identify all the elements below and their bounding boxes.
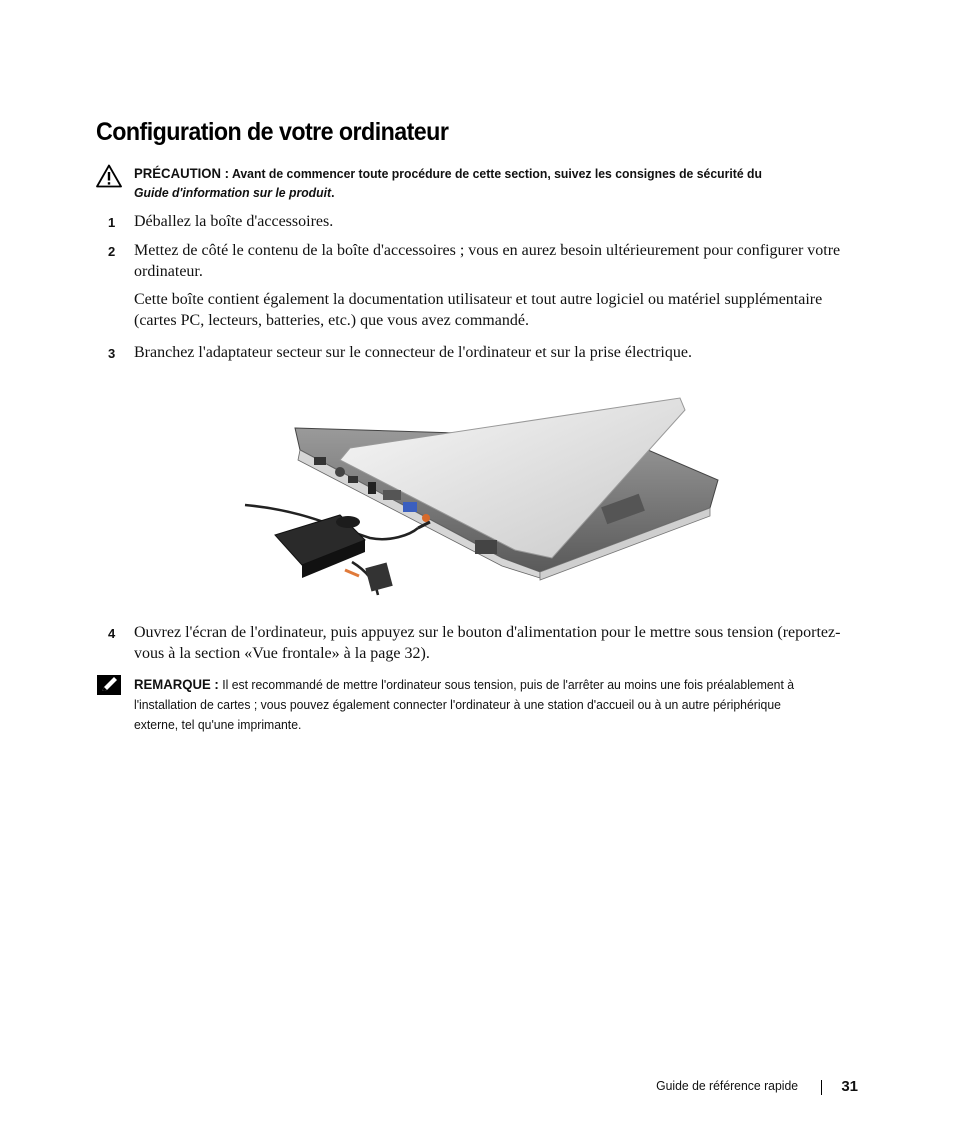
step-text: Déballez la boîte d'accessoires. bbox=[134, 213, 334, 230]
caution-line1: Avant de commencer toute procédure de cette section, suivez les consignes de sécurité du bbox=[232, 166, 762, 181]
laptop-adapter-illustration bbox=[240, 390, 730, 605]
step-number: 2 bbox=[108, 244, 116, 259]
page-footer bbox=[600, 1078, 858, 1098]
step-text: Branchez l'adaptateur secteur sur le connecteur de l'ordinateur et sur la prise électrique. bbox=[134, 344, 692, 361]
step-text: Mettez de côté le contenu de la boîte d'accessoires ; vous en aurez besoin ultérieurement pour configurer votre ordinateur. bbox=[134, 242, 841, 280]
caution-label: PRÉCAUTION : bbox=[134, 165, 230, 181]
step-number: 1 bbox=[108, 215, 116, 230]
note-text bbox=[134, 674, 825, 735]
step-extra-text: Cette boîte contient également la documentation utilisateur et tout autre logiciel ou matériel supplémentaire (cartes PC, lecteurs, batteries, etc.) que vous avez commandé. bbox=[134, 291, 823, 329]
footer-divider bbox=[821, 1080, 822, 1095]
step-number: 4 bbox=[108, 626, 116, 641]
page-number: 31 bbox=[841, 1078, 858, 1095]
step-number: 3 bbox=[108, 346, 116, 361]
note-body: Il est recommandé de mettre l'ordinateur sous tension, puis de l'arrêter au moins une fois préalablement à l'installation de cartes ; vous pouvez également connecter l'ordinateur à une station d'accueil ou à un autre périphérique externe, tel qu'une imprimante. bbox=[134, 677, 795, 732]
step-text: Ouvrez l'écran de l'ordinateur, puis appuyez sur le bouton d'alimentation pour le mettre sous tension (reportez-vous à la section «Vue frontale» à la page 32). bbox=[134, 624, 841, 662]
note-pencil-icon bbox=[96, 674, 122, 696]
caution-guide-name: Guide d'information sur le produit bbox=[134, 185, 332, 200]
page-title: Configuration de votre ordinateur bbox=[96, 118, 449, 146]
caution-text bbox=[134, 164, 811, 202]
footer-guide-title: Guide de référence rapide bbox=[656, 1078, 798, 1093]
caution-period: . bbox=[331, 185, 335, 200]
warning-triangle-icon bbox=[96, 164, 122, 188]
note-label: REMARQUE : bbox=[134, 676, 219, 692]
